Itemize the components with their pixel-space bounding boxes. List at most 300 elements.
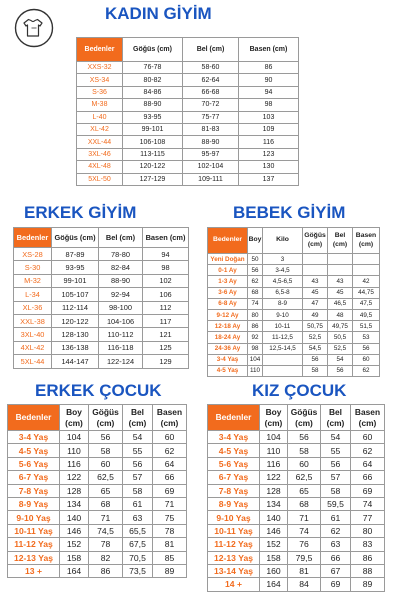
size-label-cell: 11-12 Yaş (208, 538, 260, 551)
measurement-cell: 62-64 (183, 74, 239, 86)
measurement-cell: 64 (351, 457, 385, 470)
size-label-cell: L-40 (77, 111, 123, 123)
measurement-cell: 50 (248, 254, 263, 265)
measurement-cell: 61 (321, 511, 351, 524)
measurement-cell: 52,5 (303, 332, 328, 343)
header-bel: Bel (cm) (99, 228, 143, 248)
table-row (77, 148, 299, 160)
header-boy: Boy (248, 228, 263, 254)
measurement-cell: 61 (123, 497, 153, 510)
measurement-cell: 58 (288, 444, 321, 457)
measurement-cell: 80 (248, 309, 263, 320)
size-label-cell: 5-6 Yaş (8, 457, 60, 470)
table-row (208, 332, 380, 343)
table-row (8, 524, 187, 537)
measurement-cell: 146 (260, 524, 288, 537)
table-row (208, 287, 380, 298)
table-row (77, 62, 299, 74)
measurement-cell: 109-111 (183, 173, 239, 185)
size-label-cell: XXL-44 (77, 136, 123, 148)
measurement-cell: 58 (123, 484, 153, 497)
measurement-cell (328, 254, 353, 265)
kadin-size-table (76, 37, 299, 186)
table-row (77, 161, 299, 173)
size-label-cell: 1-3 Ay (208, 276, 248, 287)
table-row (208, 309, 380, 320)
measurement-cell: 73,5 (123, 564, 153, 577)
measurement-cell: 102 (143, 274, 189, 287)
measurement-cell: 98 (248, 343, 263, 354)
measurement-cell: 86 (248, 321, 263, 332)
measurement-cell: 57 (123, 471, 153, 484)
header-bel: Bel (cm) (123, 405, 153, 431)
measurement-cell: 65 (89, 484, 123, 497)
measurement-cell: 75-77 (183, 111, 239, 123)
size-label-cell: 0-1 Ay (208, 265, 248, 276)
measurement-cell: 86 (239, 62, 299, 74)
size-label-cell: 5-6 Yaş (208, 457, 260, 470)
header-bedenler: Bedenler (208, 228, 248, 254)
size-label-cell: XS-28 (14, 248, 52, 261)
table-row (8, 538, 187, 551)
erkek-cocuk-title: ERKEK ÇOCUK (35, 381, 162, 400)
erkek-size-table (13, 227, 189, 369)
measurement-cell: 69 (153, 484, 187, 497)
measurement-cell: 70,5 (123, 551, 153, 564)
measurement-cell: 113-115 (123, 148, 183, 160)
measurement-cell: 116-118 (99, 341, 143, 354)
measurement-cell (303, 265, 328, 276)
measurement-cell: 49 (303, 309, 328, 320)
measurement-cell: 137 (239, 173, 299, 185)
measurement-cell: 88 (351, 564, 385, 577)
measurement-cell: 59,5 (321, 497, 351, 510)
measurement-cell: 109 (239, 123, 299, 135)
table-row (208, 471, 385, 484)
size-label-cell: 6-8 Ay (208, 298, 248, 309)
table-row (208, 276, 380, 287)
measurement-cell: 164 (260, 578, 288, 591)
measurement-cell: 45 (303, 287, 328, 298)
size-label-cell: S-36 (77, 86, 123, 98)
table-row (14, 341, 189, 354)
measurement-cell: 60 (288, 457, 321, 470)
tshirt-icon (14, 8, 54, 48)
header-boy: Boy (cm) (60, 405, 89, 431)
table-row (14, 261, 189, 274)
size-label-cell: 3-4 Yaş (8, 431, 60, 444)
table-row (8, 497, 187, 510)
measurement-cell: 66 (351, 471, 385, 484)
measurement-cell: 63 (123, 511, 153, 524)
kiz-cocuk-title: KIZ ÇOCUK (252, 381, 347, 400)
header-kilo: Kilo (263, 228, 303, 254)
size-label-cell: 6-7 Yaş (8, 471, 60, 484)
measurement-cell: 3-4,5 (263, 265, 303, 276)
measurement-cell: 82-84 (99, 261, 143, 274)
measurement-cell: 92-94 (99, 288, 143, 301)
measurement-cell: 56 (321, 457, 351, 470)
table-row (8, 457, 187, 470)
measurement-cell: 110-112 (99, 328, 143, 341)
measurement-cell: 164 (60, 564, 89, 577)
measurement-cell: 158 (260, 551, 288, 564)
measurement-cell: 54,5 (303, 343, 328, 354)
table-row (8, 564, 187, 577)
size-label-cell: 11-12 Yaş (8, 538, 60, 551)
measurement-cell: 116 (60, 457, 89, 470)
size-label-cell: M-38 (77, 99, 123, 111)
table-row (8, 431, 187, 444)
measurement-cell: 116 (260, 457, 288, 470)
measurement-cell: 116 (239, 136, 299, 148)
table-row (208, 298, 380, 309)
measurement-cell: 93-95 (123, 111, 183, 123)
measurement-cell: 58-60 (183, 62, 239, 74)
size-label-cell: 9-10 Yaş (208, 511, 260, 524)
measurement-cell: 136-138 (52, 341, 99, 354)
measurement-cell: 134 (260, 497, 288, 510)
table-row (77, 99, 299, 111)
table-row (77, 111, 299, 123)
measurement-cell: 110 (248, 365, 263, 376)
size-label-cell: 3-6 Ay (208, 287, 248, 298)
measurement-cell: 43 (328, 276, 353, 287)
bebek-size-table (207, 227, 380, 377)
table-row (14, 288, 189, 301)
header-basen: Basen (cm) (153, 405, 187, 431)
measurement-cell: 62 (351, 444, 385, 457)
measurement-cell: 86 (89, 564, 123, 577)
measurement-cell: 63 (321, 538, 351, 551)
size-label-cell: 18-24 Ay (208, 332, 248, 343)
header-bedenler: Bedenler (14, 228, 52, 248)
size-label-cell: 4XL-48 (77, 161, 123, 173)
measurement-cell: 76 (288, 538, 321, 551)
measurement-cell: 43 (303, 276, 328, 287)
measurement-cell: 54 (328, 354, 353, 365)
table-row (77, 86, 299, 98)
table-row (8, 511, 187, 524)
table-row (208, 497, 385, 510)
size-label-cell: 4-5 Yaş (8, 444, 60, 457)
measurement-cell: 67 (321, 564, 351, 577)
size-label-cell: 7-8 Yaş (208, 484, 260, 497)
header-bel: Bel (cm) (328, 228, 353, 254)
table-row (14, 248, 189, 261)
measurement-cell: 92 (248, 332, 263, 343)
measurement-cell: 3 (263, 254, 303, 265)
measurement-cell: 75 (153, 511, 187, 524)
measurement-cell: 110 (260, 444, 288, 457)
measurement-cell: 128-130 (52, 328, 99, 341)
size-label-cell: 5XL-50 (77, 173, 123, 185)
size-label-cell: Yeni Doğan (208, 254, 248, 265)
measurement-cell: 56 (123, 457, 153, 470)
header-bedenler: Bedenler (77, 38, 123, 62)
measurement-cell: 6,5-8 (263, 287, 303, 298)
measurement-cell: 140 (60, 511, 89, 524)
table-row (14, 301, 189, 314)
measurement-cell (263, 354, 303, 365)
measurement-cell: 76-78 (123, 62, 183, 74)
header-gogus: Göğüs (cm) (123, 38, 183, 62)
measurement-cell: 47,5 (353, 298, 380, 309)
measurement-cell: 110 (60, 444, 89, 457)
table-row (208, 265, 380, 276)
measurement-cell: 62,5 (288, 471, 321, 484)
table-row (208, 564, 385, 577)
measurement-cell: 74 (248, 298, 263, 309)
table-row (77, 123, 299, 135)
measurement-cell: 122-124 (99, 355, 143, 368)
measurement-cell (263, 365, 303, 376)
size-label-cell: 3XL-40 (14, 328, 52, 341)
measurement-cell: 85 (153, 551, 187, 564)
measurement-cell: 83 (351, 538, 385, 551)
table-row (208, 484, 385, 497)
measurement-cell: 47 (303, 298, 328, 309)
table-header-row (14, 228, 189, 248)
header-basen: Basen (cm) (143, 228, 189, 248)
measurement-cell: 123 (239, 148, 299, 160)
size-label-cell: 7-8 Yaş (8, 484, 60, 497)
measurement-cell: 98 (143, 261, 189, 274)
header-basen: Basen (cm) (351, 405, 385, 431)
measurement-cell: 80-82 (123, 74, 183, 86)
measurement-cell: 56 (303, 354, 328, 365)
measurement-cell: 66 (321, 551, 351, 564)
erkek-title: ERKEK GİYİM (24, 203, 137, 222)
header-gogus: Göğüs (cm) (89, 405, 123, 431)
measurement-cell: 89 (153, 564, 187, 577)
measurement-cell: 57 (321, 471, 351, 484)
header-basen: Basen (cm) (353, 228, 380, 254)
measurement-cell: 51,5 (353, 321, 380, 332)
table-row (14, 355, 189, 368)
measurement-cell: 78-80 (99, 248, 143, 261)
size-label-cell: 4-5 Yaş (208, 365, 248, 376)
measurement-cell: 106 (143, 288, 189, 301)
size-label-cell: 12-13 Yaş (208, 551, 260, 564)
measurement-cell: 10-11 (263, 321, 303, 332)
erkek-cocuk-size-table (7, 404, 187, 578)
table-row (208, 343, 380, 354)
table-row (208, 444, 385, 457)
measurement-cell: 93-95 (52, 261, 99, 274)
measurement-cell: 120-122 (52, 314, 99, 327)
measurement-cell: 56 (89, 431, 123, 444)
measurement-cell: 62 (153, 444, 187, 457)
size-label-cell: 24-36 Ay (208, 343, 248, 354)
size-label-cell: 8-9 Yaş (8, 497, 60, 510)
measurement-cell: 102-104 (183, 161, 239, 173)
size-label-cell: XL-42 (77, 123, 123, 135)
measurement-cell: 94 (143, 248, 189, 261)
measurement-cell: 60 (153, 431, 187, 444)
measurement-cell: 84 (288, 578, 321, 591)
measurement-cell: 129 (143, 355, 189, 368)
measurement-cell: 49,5 (353, 309, 380, 320)
kadin-title: KADIN GİYİM (105, 4, 212, 23)
measurement-cell: 121 (143, 328, 189, 341)
measurement-cell: 58 (303, 365, 328, 376)
measurement-cell: 58 (321, 484, 351, 497)
measurement-cell: 11-12,5 (263, 332, 303, 343)
measurement-cell: 128 (260, 484, 288, 497)
measurement-cell: 104 (260, 431, 288, 444)
measurement-cell: 62,5 (89, 471, 123, 484)
size-label-cell: S-30 (14, 261, 52, 274)
kiz-cocuk-size-table (207, 404, 385, 592)
measurement-cell: 84-86 (123, 86, 183, 98)
size-label-cell: 3-4 Yaş (208, 354, 248, 365)
bebek-title: BEBEK GİYİM (233, 203, 346, 222)
measurement-cell: 81 (153, 538, 187, 551)
table-row (77, 74, 299, 86)
measurement-cell: 56 (288, 431, 321, 444)
measurement-cell: 58 (89, 444, 123, 457)
size-label-cell: 4XL-42 (14, 341, 52, 354)
measurement-cell: 48 (328, 309, 353, 320)
measurement-cell: 66 (153, 471, 187, 484)
measurement-cell: 54 (123, 431, 153, 444)
measurement-cell: 53 (353, 332, 380, 343)
size-label-cell: 12-13 Yaş (8, 551, 60, 564)
size-label-cell: 14 + (208, 578, 260, 591)
measurement-cell: 68 (89, 497, 123, 510)
table-header-row (8, 405, 187, 431)
size-label-cell: 5XL-44 (14, 355, 52, 368)
table-row (208, 578, 385, 591)
size-label-cell: 3-4 Yaş (208, 431, 260, 444)
measurement-cell: 71 (89, 511, 123, 524)
measurement-cell: 112 (143, 301, 189, 314)
header-bel: Bel (cm) (183, 38, 239, 62)
measurement-cell: 68 (248, 287, 263, 298)
measurement-cell: 86 (351, 551, 385, 564)
measurement-cell: 78 (89, 538, 123, 551)
size-label-cell: M-32 (14, 274, 52, 287)
table-row (208, 254, 380, 265)
measurement-cell: 160 (260, 564, 288, 577)
measurement-cell (328, 265, 353, 276)
measurement-cell: 65 (288, 484, 321, 497)
size-label-cell: 9-12 Ay (208, 309, 248, 320)
measurement-cell: 94 (239, 86, 299, 98)
header-basen: Basen (cm) (239, 38, 299, 62)
measurement-cell: 90 (239, 74, 299, 86)
measurement-cell: 104 (248, 354, 263, 365)
size-label-cell: 3XL-46 (77, 148, 123, 160)
table-header-row (77, 38, 299, 62)
measurement-cell: 54 (321, 431, 351, 444)
measurement-cell: 50,5 (328, 332, 353, 343)
size-label-cell: 13 + (8, 564, 60, 577)
table-row (77, 136, 299, 148)
measurement-cell: 74 (351, 497, 385, 510)
table-row (208, 321, 380, 332)
measurement-cell (303, 254, 328, 265)
measurement-cell: 112-114 (52, 301, 99, 314)
measurement-cell: 55 (123, 444, 153, 457)
measurement-cell: 158 (60, 551, 89, 564)
measurement-cell (353, 265, 380, 276)
size-label-cell: 12-18 Ay (208, 321, 248, 332)
measurement-cell: 103 (239, 111, 299, 123)
measurement-cell: 89 (351, 578, 385, 591)
size-label-cell: L-34 (14, 288, 52, 301)
header-bel: Bel (cm) (321, 405, 351, 431)
measurement-cell: 122 (260, 471, 288, 484)
table-header-row (208, 228, 380, 254)
measurement-cell: 12,5-14,5 (263, 343, 303, 354)
measurement-cell: 65,5 (123, 524, 153, 537)
measurement-cell: 130 (239, 161, 299, 173)
size-label-cell: XXL-38 (14, 314, 52, 327)
size-label-cell: XL-36 (14, 301, 52, 314)
table-row (14, 274, 189, 287)
measurement-cell: 80 (351, 524, 385, 537)
table-row (208, 538, 385, 551)
measurement-cell: 42 (353, 276, 380, 287)
measurement-cell: 106-108 (123, 136, 183, 148)
table-header-row (208, 405, 385, 431)
table-row (8, 444, 187, 457)
measurement-cell: 68 (288, 497, 321, 510)
measurement-cell: 128 (60, 484, 89, 497)
measurement-cell: 104 (60, 431, 89, 444)
measurement-cell: 52,5 (328, 343, 353, 354)
measurement-cell: 134 (60, 497, 89, 510)
measurement-cell: 64 (153, 457, 187, 470)
measurement-cell: 69 (351, 484, 385, 497)
table-row (8, 484, 187, 497)
measurement-cell: 56 (328, 365, 353, 376)
measurement-cell: 74,5 (89, 524, 123, 537)
measurement-cell: 62 (353, 365, 380, 376)
measurement-cell: 105-107 (52, 288, 99, 301)
header-bedenler: Bedenler (8, 405, 60, 431)
table-row (77, 173, 299, 185)
measurement-cell: 55 (321, 444, 351, 457)
size-label-cell: 10-11 Yaş (208, 524, 260, 537)
measurement-cell: 152 (260, 538, 288, 551)
header-gogus: Göğüs (cm) (288, 405, 321, 431)
measurement-cell: 46,5 (328, 298, 353, 309)
measurement-cell: 99-101 (123, 123, 183, 135)
measurement-cell: 4,5-6,5 (263, 276, 303, 287)
table-row (208, 511, 385, 524)
measurement-cell: 71 (288, 511, 321, 524)
size-label-cell: 13-14 Yaş (208, 564, 260, 577)
measurement-cell: 66-68 (183, 86, 239, 98)
table-row (8, 551, 187, 564)
measurement-cell: 45 (328, 287, 353, 298)
measurement-cell: 81-83 (183, 123, 239, 135)
measurement-cell: 56 (353, 343, 380, 354)
table-row (14, 314, 189, 327)
table-row (208, 524, 385, 537)
measurement-cell: 69 (321, 578, 351, 591)
table-row (208, 551, 385, 564)
measurement-cell: 49,75 (328, 321, 353, 332)
measurement-cell: 117 (143, 314, 189, 327)
size-label-cell: 4-5 Yaş (208, 444, 260, 457)
measurement-cell: 98 (239, 99, 299, 111)
measurement-cell: 70-72 (183, 99, 239, 111)
header-bedenler: Bedenler (208, 405, 260, 431)
